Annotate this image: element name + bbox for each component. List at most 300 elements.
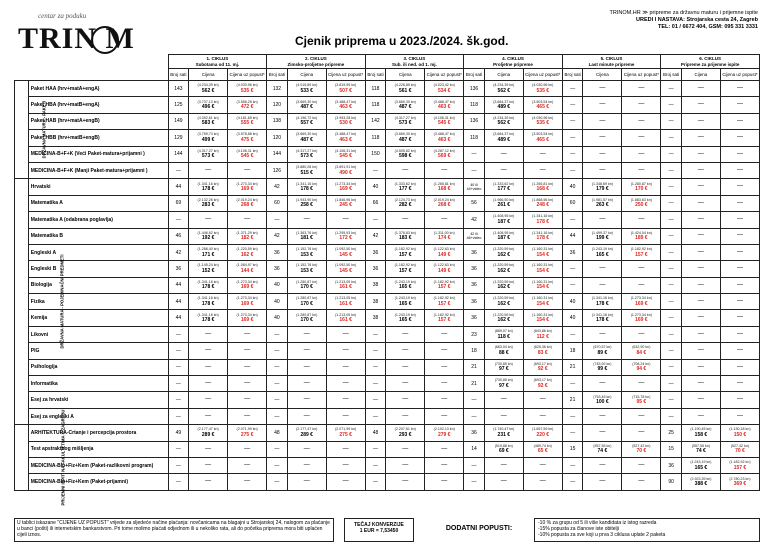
price-cell [484, 81, 523, 97]
discount-price-cell: — [228, 359, 267, 375]
discount-price-cell [326, 195, 365, 211]
price-cell: — [287, 392, 326, 408]
discount-eur: 95 € [636, 399, 647, 406]
discount-price-cell [326, 81, 365, 97]
hours-cell: — [365, 162, 386, 178]
price-cell [386, 195, 425, 211]
price-cell [287, 146, 326, 162]
table-row [15, 146, 760, 162]
discount-price-cell: — [720, 212, 759, 228]
price-kn: (1.499,37 kn) [591, 230, 613, 235]
hours-cell: 40 [267, 277, 288, 293]
discount-kn: (708,24 kn) [632, 361, 651, 366]
discount-eur: 490 € [339, 169, 352, 176]
price-cell [386, 261, 425, 277]
hours-cell: 136 [464, 81, 485, 97]
hours-cell: — [661, 97, 682, 113]
hours-cell: 36 [464, 294, 485, 310]
price-cell: — [681, 261, 720, 277]
discount-eur: 70 € [735, 448, 745, 455]
price-cell [484, 212, 523, 228]
price-eur: 573 € [399, 120, 412, 127]
hours-cell: 118 [365, 130, 386, 146]
hours-cell: — [464, 146, 485, 162]
discount-eur: 220 € [536, 431, 550, 438]
hours-cell: 36 [168, 261, 189, 277]
hours-cell: 36 [661, 457, 682, 473]
price-cell: — [583, 277, 622, 293]
hours-cell: 36 [464, 244, 485, 260]
price-kn: (3.669,30 kn) [394, 132, 416, 137]
discount-price-cell [228, 179, 267, 195]
discount-price-cell: — [720, 359, 759, 375]
hours-cell: — [267, 376, 288, 392]
discount-price-cell: — [720, 195, 759, 211]
price-cell: — [681, 146, 720, 162]
price-kn: (745,92 kn) [593, 361, 612, 366]
discount-eur: 475 € [240, 136, 254, 143]
price-cell: — [189, 376, 228, 392]
discount-eur: 168 € [536, 186, 550, 193]
discount-price-cell: — [720, 130, 759, 146]
price-cell [287, 179, 326, 195]
cycle-subtitle: Proljetne pripreme [493, 61, 533, 67]
logo: TRIN M [18, 22, 135, 55]
discount-price-cell: — [523, 162, 562, 178]
price-cell [189, 179, 228, 195]
cycle-header [562, 55, 661, 69]
price-kn: (1.333,62 kn) [493, 181, 515, 186]
price-kn: (1.182,92 kn) [394, 247, 416, 252]
discount-price-cell [523, 343, 562, 359]
hours-cell: — [562, 376, 583, 392]
price-cell: — [583, 130, 622, 146]
discount-price-cell: — [720, 343, 759, 359]
discount-eur: 169 € [240, 284, 254, 291]
hours-cell: — [464, 474, 485, 490]
discount-price-cell [228, 146, 267, 162]
discount-price-cell: — [326, 326, 365, 342]
discount-price-cell: — [720, 179, 759, 195]
column-header-hours: Broj sati [464, 69, 485, 81]
price-cell: — [386, 359, 425, 375]
discount-kn: (1.280,87 kn) [630, 181, 652, 186]
discount-price-cell [523, 195, 562, 211]
hours-cell: 40 [562, 310, 583, 326]
price-cell [386, 244, 425, 260]
price-cell [484, 277, 523, 293]
discount-price-cell: — [326, 343, 365, 359]
discount-price-cell [425, 261, 464, 277]
price-cell [484, 261, 523, 277]
discount-kn: (1.182,92 kn) [433, 296, 455, 301]
conversion-box [344, 518, 414, 542]
discount-price-cell [720, 425, 759, 441]
price-cell: — [287, 359, 326, 375]
hours-cell: 40 [365, 179, 386, 195]
discount-price-cell [425, 425, 464, 441]
hours-cell: 25 [661, 425, 682, 441]
discount-price-cell [523, 81, 562, 97]
discount-eur: 154 € [536, 267, 550, 274]
hours-cell: — [661, 261, 682, 277]
price-cell [189, 146, 228, 162]
price-eur: 118 € [497, 333, 510, 340]
hours-cell: — [267, 441, 288, 457]
discount-eur: 169 € [339, 186, 352, 193]
hours-cell: 126 [267, 162, 288, 178]
price-cell [484, 425, 523, 441]
hours-cell: 15 [661, 441, 682, 457]
discount-kn: (527,42 kn) [730, 443, 750, 448]
price-kn: (3.669,30 kn) [296, 132, 318, 137]
course-name: MEDICINA-B+F+K (Veći Paket-matura+prijamni ) [28, 146, 168, 162]
hours-cell: — [562, 408, 583, 424]
hours-cell: 21 [562, 359, 583, 375]
price-kn: (1.341,16 kn) [197, 296, 219, 301]
price-kn: (1.243,19 kn) [690, 460, 712, 465]
group-label-text: PRIJEMNI ISPITI NA FAKULTETIMA U ZAGREBU [60, 409, 66, 506]
discount-price-cell: — [326, 408, 365, 424]
discount-price-cell: — [622, 376, 661, 392]
discount-kn: (1.273,34 kn) [236, 279, 258, 284]
price-eur: 162 € [497, 284, 511, 291]
discount-eur: 279 € [437, 431, 451, 438]
price-cell: — [583, 376, 622, 392]
discount-price-cell [523, 212, 562, 228]
price-cell [189, 277, 228, 293]
price-eur: 165 € [399, 284, 412, 291]
hours-cell: — [464, 162, 485, 178]
price-eur: 183 € [399, 235, 412, 242]
discount-price-cell: — [622, 81, 661, 97]
hours-cell: 23 [464, 326, 485, 342]
price-kn: (4.015,89 kn) [296, 83, 318, 88]
footer [14, 518, 760, 540]
discount-price-cell: — [720, 162, 759, 178]
price-eur: 289 € [300, 431, 313, 438]
discount-kn: (1.160,31 kn) [532, 263, 554, 268]
price-kn: (1.243,19 kn) [591, 247, 613, 252]
discount-eur: 465 € [536, 104, 550, 111]
hours-cell: 149 [168, 113, 189, 129]
column-header-price: Cijena [681, 69, 720, 81]
hours-cell: — [168, 162, 189, 178]
price-eur: 489 € [497, 136, 511, 143]
price-cell: — [583, 212, 622, 228]
hours-cell: — [661, 113, 682, 129]
price-cell: — [189, 212, 228, 228]
price-kn: (1.378,83 kn) [394, 230, 416, 235]
discount-price-cell [326, 294, 365, 310]
hours-cell: 38 [365, 310, 386, 326]
price-kn: (663,04 kn) [494, 345, 513, 350]
course-name: Biologija [28, 277, 168, 293]
price-eur: 263 € [596, 202, 609, 209]
price-cell [583, 359, 622, 375]
discount-kn: (1.295,93 kn) [335, 230, 357, 235]
price-cell [484, 441, 523, 457]
price-cell [484, 310, 523, 326]
price-cell: — [583, 408, 622, 424]
price-kn: (1.341,16 kn) [591, 312, 613, 317]
course-name: Psihologija [28, 359, 168, 375]
hours-cell: — [562, 326, 583, 342]
discount-kn: (4.287,12 kn) [433, 148, 455, 153]
price-cell [583, 343, 622, 359]
price-cell: — [386, 376, 425, 392]
price-cell: — [583, 113, 622, 129]
discount-eur: 535 € [536, 87, 550, 94]
price-eur: 487 € [300, 136, 313, 143]
discount-price-cell [622, 392, 661, 408]
price-cell: — [583, 474, 622, 490]
price-cell: — [583, 97, 622, 113]
price-kn: (1.145,24 kn) [197, 263, 219, 268]
course-name: Informatika [28, 376, 168, 392]
discount-eur: 157 € [437, 317, 451, 324]
price-cell: — [189, 359, 228, 375]
discount-kn: (625,36 kn) [533, 345, 552, 350]
table-row [15, 195, 760, 211]
discount-eur: 145 € [339, 251, 352, 258]
discount-price-cell [228, 425, 267, 441]
price-kn: (889,07 kn) [494, 329, 513, 334]
discount-eur: 169 € [635, 300, 648, 307]
discount-price-cell: — [228, 326, 267, 342]
price-cell [484, 294, 523, 310]
discount-eur: 545 € [240, 153, 254, 160]
price-kn: (4.392,61 kn) [197, 115, 219, 120]
price-kn: (1.446,62 kn) [197, 230, 219, 235]
price-eur: 515 € [300, 169, 313, 176]
price-cell: — [681, 277, 720, 293]
price-cell: — [189, 162, 228, 178]
price-kn: (4.234,39 kn) [197, 83, 219, 88]
course-name: Esej za engleski A [28, 408, 168, 424]
discount-eur: 555 € [240, 120, 254, 127]
discount-eur: 169 € [240, 317, 254, 324]
price-eur: 598 € [399, 153, 412, 160]
hours-cell: — [562, 97, 583, 113]
hours-cell: 42 [464, 212, 485, 228]
hours-cell: — [267, 326, 288, 342]
discount-price-cell [425, 228, 464, 244]
discount-price-cell: — [622, 261, 661, 277]
course-name: Test apstraktnog mišljenja [28, 441, 168, 457]
price-kn: (4.317,27 kn) [296, 148, 318, 153]
discount-item: -15% popusta za članove iste obitelji [538, 526, 619, 532]
price-cell: — [189, 474, 228, 490]
price-kn: (2.207,61 kn) [394, 427, 416, 432]
discount-kn: (1.182,92 kn) [630, 247, 652, 252]
column-header-hours: Broj sati [168, 69, 189, 81]
table-row [15, 359, 760, 375]
hours-cell: — [365, 408, 386, 424]
price-cell [681, 474, 720, 490]
discount-eur: 154 € [536, 251, 550, 258]
price-cell: — [583, 457, 622, 473]
discount-kn: (632,90 kn) [632, 345, 651, 350]
discount-kn: (3.488,47 kn) [433, 132, 455, 137]
price-eur: 489 € [497, 104, 511, 111]
hours-cell: — [661, 162, 682, 178]
discount-eur: 275 € [240, 431, 254, 438]
discount-kn: (1.273,34 kn) [630, 312, 652, 317]
discount-price-cell [425, 195, 464, 211]
discount-price-cell: — [425, 162, 464, 178]
price-kn: (4.234,39 kn) [493, 115, 515, 120]
discount-price-cell [425, 310, 464, 326]
discount-price-cell: — [720, 294, 759, 310]
discount-price-cell [425, 277, 464, 293]
discount-price-cell [326, 277, 365, 293]
price-cell: — [484, 408, 523, 424]
discount-eur: 569 € [437, 153, 451, 160]
discount-kn: (4.106,31 kn) [335, 148, 357, 153]
page-header [0, 0, 768, 58]
price-eur: 178 € [201, 186, 215, 193]
price-eur: 177 € [399, 186, 412, 193]
price-cell: — [386, 392, 425, 408]
discount-price-cell [228, 261, 267, 277]
price-cell [189, 244, 228, 260]
discount-price-cell: — [720, 277, 759, 293]
price-cell: — [681, 195, 720, 211]
discount-eur: 268 € [240, 202, 254, 209]
hours-cell: — [661, 81, 682, 97]
hours-cell: — [267, 212, 288, 228]
hours-cell: 143 [168, 81, 189, 97]
price-eur: 177 € [497, 186, 511, 193]
price-cell: — [583, 425, 622, 441]
price-cell [287, 425, 326, 441]
price-eur: 192 € [201, 235, 215, 242]
discount-price-cell: — [622, 457, 661, 473]
price-eur: 165 € [399, 300, 412, 307]
price-eur: 562 € [497, 87, 511, 94]
price-cell [386, 130, 425, 146]
price-eur: 165 € [399, 317, 412, 324]
hours-cell: 21 [464, 376, 485, 392]
price-eur: 487 € [300, 104, 313, 111]
cycle-subtitle: Last minute pripreme [588, 61, 635, 67]
price-cell [484, 228, 523, 244]
hours-cell: 144 [267, 146, 288, 162]
discount-price-cell [425, 146, 464, 162]
column-header-hours: Broj sati [661, 69, 682, 81]
table-row [15, 179, 760, 195]
price-kn: (1.220,59 kn) [493, 312, 515, 317]
price-cell [189, 261, 228, 277]
price-cell [484, 195, 523, 211]
cycle-subtitle: Pripreme za prijemne ispite [680, 61, 740, 67]
hours-cell: 36 [464, 261, 485, 277]
discount-eur: 507 € [339, 87, 352, 94]
discount-eur: 472 € [240, 104, 254, 111]
hours-cell: 42 [267, 228, 288, 244]
price-cell: — [583, 146, 622, 162]
hours-cell: 60 [267, 195, 288, 211]
discount-kn: (3.578,88 kn) [236, 132, 258, 137]
price-cell [484, 359, 523, 375]
price-cell: — [287, 212, 326, 228]
hours-cell: 40 [267, 310, 288, 326]
hours-cell: — [365, 441, 386, 457]
discount-eur: 161 € [339, 300, 352, 307]
discount-eur: 275 € [339, 431, 352, 438]
table-row [15, 113, 760, 129]
price-kn: (730,85 kn) [494, 378, 513, 383]
price-cell: — [681, 376, 720, 392]
hours-cell: 125 [168, 97, 189, 113]
discount-price-cell: — [228, 343, 267, 359]
hours-cell: — [661, 277, 682, 293]
price-kn: (3.684,37 kn) [493, 99, 515, 104]
cycle-name: 2. CIKLUS [305, 55, 327, 61]
discount-eur: 157 € [437, 284, 451, 291]
price-kn: (3.684,37 kn) [493, 132, 515, 137]
hours-cell: — [365, 212, 386, 228]
group-label-text: DRŽAVNA MATURA - POJEDINAČNI PREDMETI [59, 254, 65, 349]
price-cell [386, 294, 425, 310]
price-kn: (1.220,59 kn) [493, 296, 515, 301]
discount-price-cell: — [228, 408, 267, 424]
price-eur: 100 € [596, 399, 609, 406]
discount-price-cell: — [425, 408, 464, 424]
discount-eur: 154 € [536, 317, 550, 324]
hours-cell: 15 [562, 441, 583, 457]
price-cell [386, 179, 425, 195]
price-cell: — [484, 162, 523, 178]
discount-kn: (693,17 kn) [533, 361, 552, 366]
discount-price-cell [326, 97, 365, 113]
price-kn: (1.333,62 kn) [394, 181, 416, 186]
discount-price-cell: — [622, 113, 661, 129]
price-cell [583, 179, 622, 195]
hours-cell: — [168, 408, 189, 424]
course-name: Fizika [28, 294, 168, 310]
hours-cell: — [562, 130, 583, 146]
price-kn: (1.280,87 kn) [296, 279, 318, 284]
price-cell: — [386, 343, 425, 359]
table-row [15, 425, 760, 441]
price-cell [287, 244, 326, 260]
discount-price-cell: — [720, 376, 759, 392]
discount-price-cell: — [720, 81, 759, 97]
discount-kn: (1.160,31 kn) [532, 247, 554, 252]
discount-price-cell: — [228, 474, 267, 490]
course-name: Esej za hrvatski [28, 392, 168, 408]
hours-cell: — [661, 228, 682, 244]
discount-kn: (3.503,54 kn) [532, 132, 554, 137]
discount-price-cell: — [622, 277, 661, 293]
hours-cell: 44 [562, 228, 583, 244]
price-kn: (1.341,16 kn) [197, 279, 219, 284]
discount-eur: 248 € [536, 202, 550, 209]
cycle-name: 6. CIKLUS [699, 55, 722, 61]
payment-note: U tablici iskazane "CIJENE UZ POPUST" vrijede za sljedeće načine plaćanja: novčanicama na blagajni u Strojarskoj 24, nalogom za plaćanje u banci (pošti) ili internetskim bankarstvom. Pri tome molimo plaćati odjednom ili u nekoliko rata, ali do početka priprema mora biti uplaćen cijeli iznos. [14, 518, 334, 542]
course-name: MEDICINA-B+F+K (Manji Paket-matura+prijamni ) [28, 162, 168, 178]
column-header-hours: Broj sati [365, 69, 386, 81]
price-cell [583, 441, 622, 457]
discount-kn: (527,42 kn) [632, 443, 651, 448]
price-cell [583, 195, 622, 211]
price-cell [189, 228, 228, 244]
discount-price-cell [523, 179, 562, 195]
discount-price-cell [326, 130, 365, 146]
price-kn: (1.363,76 kn) [296, 230, 318, 235]
